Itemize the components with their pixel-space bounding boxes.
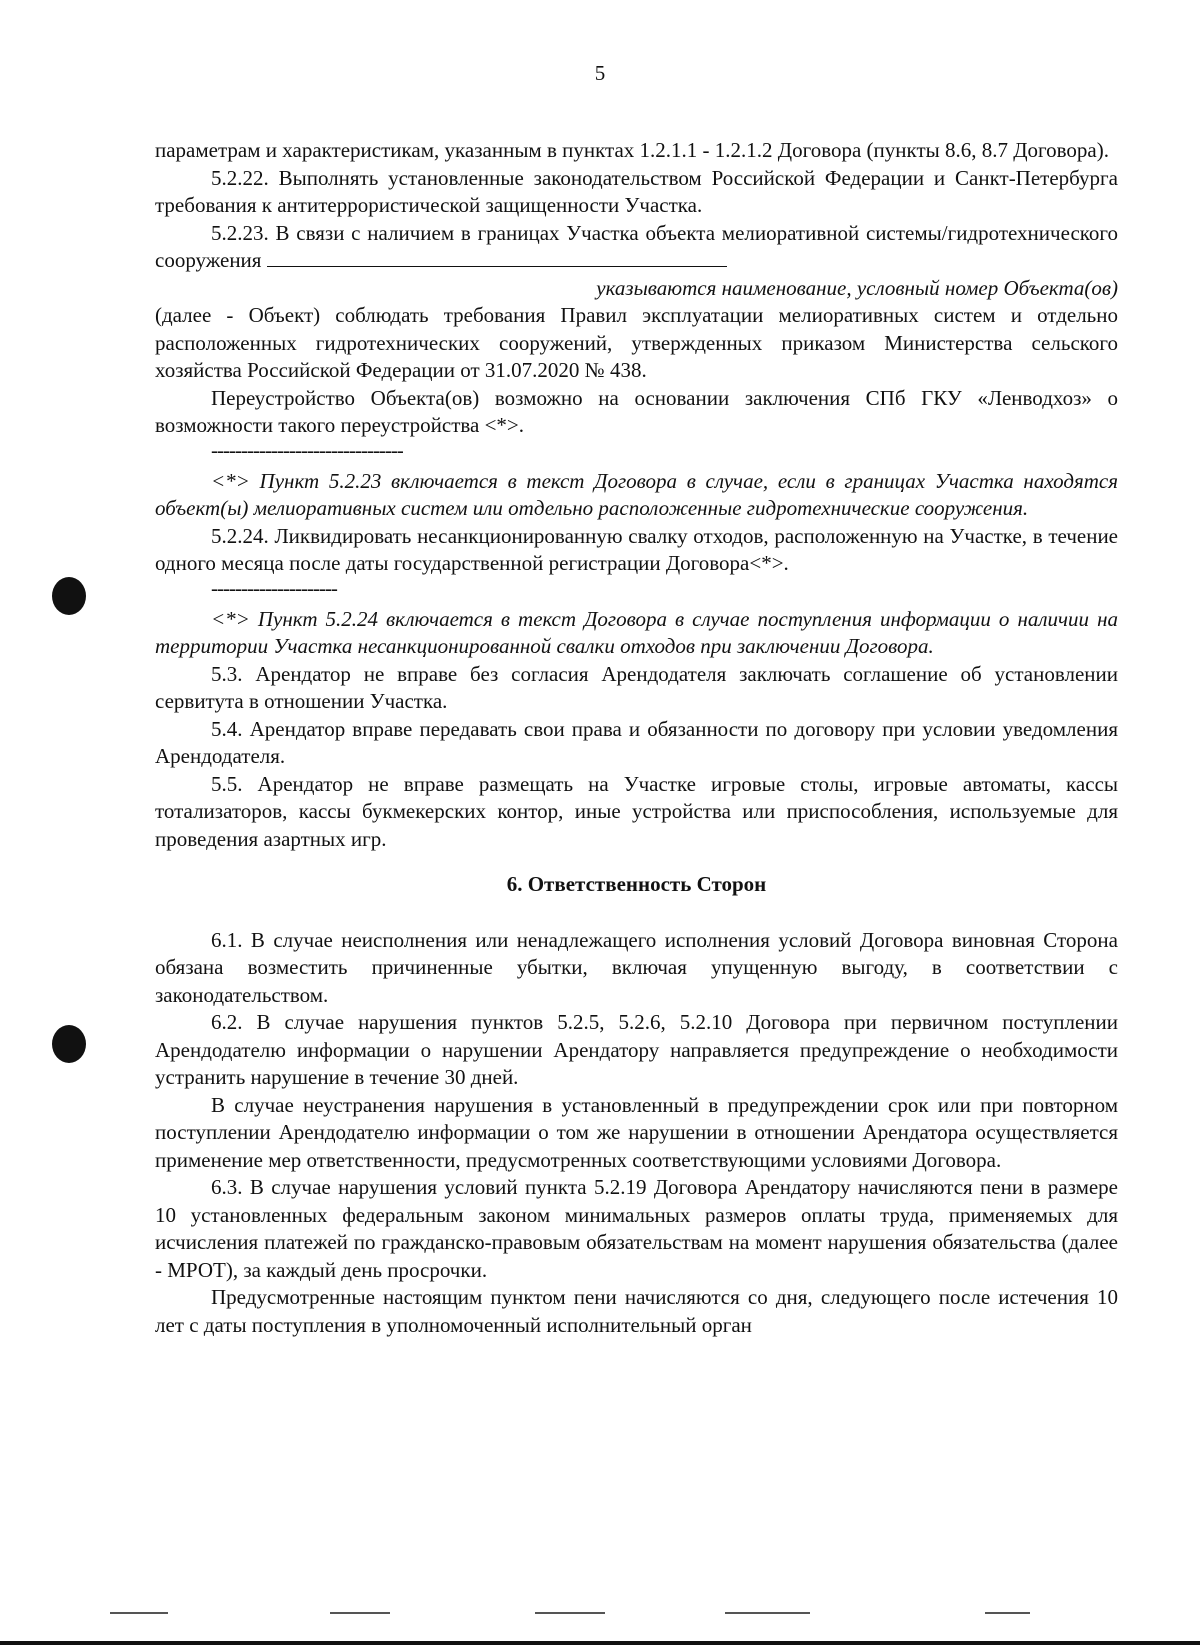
scan-artifact bbox=[725, 1612, 810, 1614]
scan-artifact bbox=[330, 1612, 390, 1614]
page-number: 5 bbox=[594, 61, 606, 85]
document-body bbox=[155, 137, 1118, 1339]
fill-in-blank bbox=[267, 248, 727, 267]
paragraph-5-2-22: 5.2.22. Выполнять установленные законодательством Российской Федерации и Санкт-Петербурга требования к антитеррористической защищенности Участка. bbox=[155, 165, 1118, 217]
paragraph-continuation: параметрам и характеристикам, указанным в пунктах 1.2.1.1 - 1.2.1.2 Договора (пункты 8.6, 8.7 Договора). bbox=[155, 138, 1109, 162]
paragraph-5-5: 5.5. Арендатор не вправе размещать на Участке игровые столы, игровые автоматы, кассы тотализаторов, кассы букмекерских контор, иные устройства или приспособления, используемые для проведения азартных игр. bbox=[155, 771, 1118, 851]
section-heading: 6. Ответственность Сторон bbox=[506, 872, 767, 896]
paragraph-5-3: 5.3. Арендатор не вправе без согласия Арендодателя заключать соглашение об установлении сервитута в отношении Участка. bbox=[155, 661, 1118, 713]
footnote-separator: --------------------- bbox=[211, 575, 337, 600]
paragraph-reconstruction: Переустройство Объекта(ов) возможно на основании заключения СПб ГКУ «Ленводхоз» о возможности такого переустройства <*>. bbox=[155, 385, 1118, 437]
scan-edge bbox=[0, 1641, 1200, 1645]
footnote-5-2-24: <*> Пункт 5.2.24 включается в текст Договора в случае поступления информации о наличии на территории Участка несанкционированной свалки отходов при заключении Договора. bbox=[155, 606, 1118, 658]
footnote-separator: -------------------------------- bbox=[211, 437, 403, 462]
punch-hole-top bbox=[52, 577, 86, 615]
scan-artifact bbox=[535, 1612, 605, 1614]
paragraph-5-2-23-text: 5.2.23. В связи с наличием в границах Участка объекта мелиоративной системы/гидротехнического сооружения bbox=[155, 220, 1118, 272]
paragraph-6-2-continued: В случае неустранения нарушения в установленный в предупреждении срок или при повторном поступлении Арендодателю информации о том же нарушении в отношении Арендатора осуществляется применение мер ответственности, предусмотренных соответствующими условиями Договора. bbox=[155, 1092, 1118, 1172]
paragraph-object-requirements: (далее - Объект) соблюдать требования Правил эксплуатации мелиоративных систем и отдельно расположенных гидротехнических сооружений, утвержденных приказом Министерства сельского хозяйства Российской Федерации от 31.07.2020 № 438. bbox=[155, 303, 1118, 382]
blank-caption: указываются наименование, условный номер Объекта(ов) bbox=[596, 275, 1118, 300]
paragraph-5-2-23 bbox=[155, 220, 1118, 275]
footnote-5-2-23: <*> Пункт 5.2.23 включается в текст Договора в случае, если в границах Участка находятся объект(ы) мелиоративных систем или отдельно расположенные гидротехнические сооружения. bbox=[155, 468, 1118, 520]
paragraph-5-2-24: 5.2.24. Ликвидировать несанкционированную свалку отходов, расположенную на Участке, в течение одного месяца после даты государственной регистрации Договора<*>. bbox=[155, 523, 1118, 575]
paragraph-6-2: 6.2. В случае нарушения пунктов 5.2.5, 5.2.6, 5.2.10 Договора при первичном поступлении Арендодателю информации о нарушении Арендатору направляется предупреждение о необходимости устранить нарушение в течение 30 дней. bbox=[155, 1010, 1118, 1089]
paragraph-6-1: 6.1. В случае неисполнения или ненадлежащего исполнения условий Договора виновная Сторона обязана возместить причиненные убытки, включая упущенную выгоду, в соответствии с законодательством. bbox=[155, 927, 1118, 1007]
punch-hole-bottom bbox=[52, 1025, 86, 1063]
paragraph-6-3-continued: Предусмотренные настоящим пунктом пени начисляются со дня, следующего после истечения 10 лет с даты поступления в уполномоченный исполнительный орган bbox=[155, 1285, 1118, 1337]
paragraph-6-3: 6.3. В случае нарушения условий пункта 5.2.19 Договора Арендатору начисляются пени в размере 10 установленных федеральным законом минимальных размеров оплаты труда, применяемых для исчисления платежей по гражданско-правовым обязательствам на момент нарушения обязательства (далее - МРОТ), за каждый день просрочки. bbox=[155, 1175, 1118, 1282]
paragraph-5-4: 5.4. Арендатор вправе передавать свои права и обязанности по договору при условии уведомления Арендодателя. bbox=[155, 716, 1118, 768]
scan-artifact bbox=[110, 1612, 168, 1614]
scan-artifact bbox=[985, 1612, 1030, 1614]
